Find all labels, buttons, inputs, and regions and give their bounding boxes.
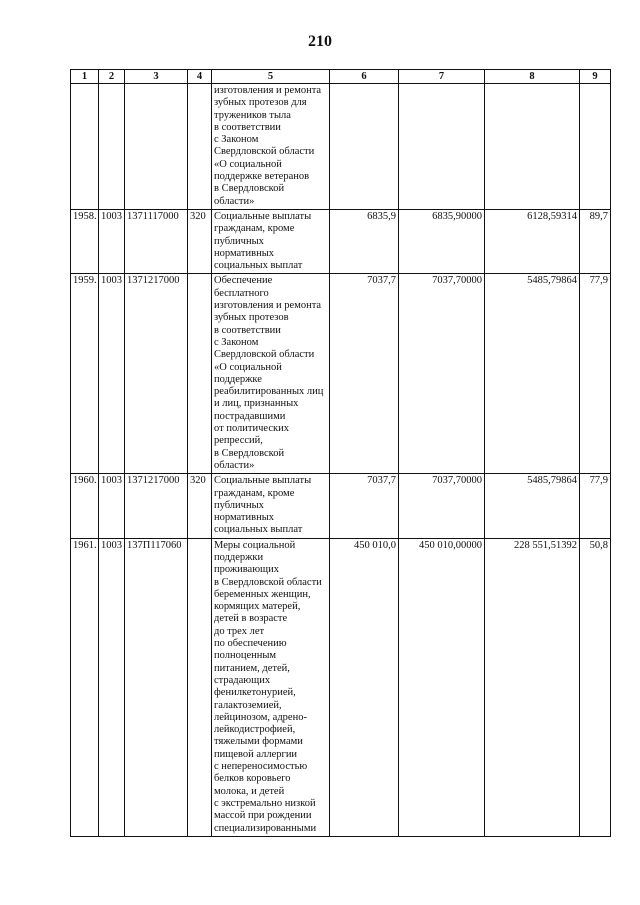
item-name-line: Меры социальной [214, 539, 296, 551]
percent-cell: 77,9 [580, 274, 611, 474]
item-name-line: Свердловской области [214, 349, 315, 361]
item-name-line: тяжелыми формами [214, 736, 303, 748]
item-name-line: до трех лет [214, 625, 265, 637]
percent-cell: 89,7 [580, 209, 611, 273]
item-name-line: области» [214, 195, 255, 207]
expense-kind-cell [188, 274, 212, 474]
item-name-cell [212, 84, 330, 210]
item-name-line: в Свердловской [214, 447, 285, 459]
plan-amount-cell [330, 84, 399, 210]
executed-amount-cell: 5485,79864 [485, 474, 580, 538]
percent-cell [580, 84, 611, 210]
row-number-cell [71, 84, 99, 210]
item-name-cell [212, 538, 330, 836]
item-name-line: питанием, детей, [214, 662, 290, 674]
row-number-cell: 1959. [71, 274, 99, 474]
updated-amount-cell: 450 010,00000 [399, 538, 485, 836]
item-name-line: Социальные выплаты [214, 475, 312, 487]
header-cell: 6 [330, 70, 399, 84]
item-name-line: изготовления и ремонта [214, 85, 322, 96]
updated-amount-cell: 7037,70000 [399, 274, 485, 474]
page-number: 210 [308, 33, 332, 50]
table-row [71, 538, 611, 836]
item-name-line: Свердловской области [214, 146, 315, 158]
item-name-line: с Законом [214, 336, 259, 348]
item-name-line: области» [214, 459, 255, 471]
table-row [71, 274, 611, 474]
budget-table [70, 69, 611, 837]
section-code-cell: 1003 [99, 209, 125, 273]
header-cell: 3 [125, 70, 188, 84]
updated-amount-cell [399, 84, 485, 210]
item-name-line: поддержки [214, 551, 264, 563]
row-number-cell: 1961. [71, 538, 99, 836]
item-name-line: по обеспечению [214, 638, 287, 650]
item-name-line: поддержке ветеранов [214, 171, 310, 183]
item-name-line: лейкодистрофией, [214, 724, 296, 736]
item-name-line: в Свердловской области [214, 576, 322, 588]
table-row [71, 474, 611, 538]
item-name-line: изготовления и ремонта [214, 300, 322, 312]
header-cell: 2 [99, 70, 125, 84]
item-name-line: социальных выплат [214, 260, 303, 272]
item-name-line: молока, и детей [214, 785, 285, 797]
item-name-line: беременных женщин, [214, 588, 311, 600]
item-name-line: бесплатного [214, 287, 269, 299]
updated-amount-cell: 6835,90000 [399, 209, 485, 273]
target-code-cell: 1371117000 [125, 209, 188, 273]
item-name-line: проживающих [214, 564, 280, 576]
executed-amount-cell [485, 84, 580, 210]
item-name-line: «О социальной [214, 158, 282, 170]
table-row [71, 84, 611, 210]
item-name-line: поддержке [214, 373, 262, 385]
item-name-line: гражданам, кроме [214, 223, 295, 235]
item-name-line: массой при рождении [214, 810, 312, 822]
item-name-line: тружеников тыла [214, 109, 291, 121]
item-name-line: в соответствии [214, 121, 281, 133]
item-name-line: социальных выплат [214, 524, 303, 536]
plan-amount-cell: 7037,7 [330, 274, 399, 474]
header-row [71, 70, 611, 84]
item-name-line: лейцинозом, адрено- [214, 711, 307, 723]
item-name-line: гражданам, кроме [214, 487, 295, 499]
item-name-line: фенилкетонурией, [214, 687, 296, 699]
plan-amount-cell: 450 010,0 [330, 538, 399, 836]
table-row [71, 209, 611, 273]
target-code-cell [125, 84, 188, 210]
updated-amount-cell: 7037,70000 [399, 474, 485, 538]
executed-amount-cell: 228 551,51392 [485, 538, 580, 836]
item-name-line: «О социальной [214, 361, 282, 373]
expense-kind-cell: 320 [188, 209, 212, 273]
item-name-line: специализированными [214, 822, 317, 834]
executed-amount-cell: 6128,59314 [485, 209, 580, 273]
section-code-cell: 1003 [99, 474, 125, 538]
item-name-line: нормативных [214, 247, 275, 259]
item-name-line: зубных протезов [214, 312, 289, 324]
item-name-line: страдающих [214, 674, 271, 686]
section-code-cell [99, 84, 125, 210]
section-code-cell: 1003 [99, 538, 125, 836]
item-name-line: публичных [214, 499, 264, 511]
section-code-cell: 1003 [99, 274, 125, 474]
item-name-line: с Законом [214, 134, 259, 146]
header-cell: 5 [212, 70, 330, 84]
item-name-line: в Свердловской [214, 183, 285, 195]
header-cell: 8 [485, 70, 580, 84]
item-name-line: пищевой аллергии [214, 748, 298, 760]
item-name-line: и лиц, признанных [214, 398, 299, 410]
row-number-cell: 1958. [71, 209, 99, 273]
item-name-line: белков коровьего [214, 773, 291, 785]
item-name-line: нормативных [214, 512, 275, 524]
expense-kind-cell: 320 [188, 474, 212, 538]
item-name-line: пострадавшими [214, 410, 286, 422]
header-cell: 4 [188, 70, 212, 84]
header-cell: 7 [399, 70, 485, 84]
item-name-line: галактоземией, [214, 699, 282, 711]
item-name-line: кормящих матерей, [214, 601, 301, 613]
item-name-line: в соответствии [214, 324, 281, 336]
item-name-line: полноценным [214, 650, 277, 662]
item-name-line: с непереносимостью [214, 761, 308, 773]
expense-kind-cell [188, 538, 212, 836]
item-name-cell [212, 474, 330, 538]
plan-amount-cell: 7037,7 [330, 474, 399, 538]
item-name-line: Обеспечение [214, 275, 273, 287]
item-name-cell [212, 209, 330, 273]
item-name-line: зубных протезов для [214, 97, 307, 109]
item-name-line: репрессий, [214, 435, 263, 447]
executed-amount-cell: 5485,79864 [485, 274, 580, 474]
expense-kind-cell [188, 84, 212, 210]
target-code-cell: 137П117060 [125, 538, 188, 836]
row-number-cell: 1960. [71, 474, 99, 538]
header-cell: 1 [71, 70, 99, 84]
plan-amount-cell: 6835,9 [330, 209, 399, 273]
item-name-line: Социальные выплаты [214, 210, 312, 222]
item-name-line: детей в возрасте [214, 613, 288, 625]
target-code-cell: 1371217000 [125, 274, 188, 474]
item-name-line: публичных [214, 235, 264, 247]
item-name-line: с экстремально низкой [214, 797, 316, 809]
target-code-cell: 1371217000 [125, 474, 188, 538]
header-cell: 9 [580, 70, 611, 84]
percent-cell: 50,8 [580, 538, 611, 836]
item-name-line: реабилитированных лиц [214, 386, 324, 398]
item-name-cell [212, 274, 330, 474]
table-body [71, 84, 611, 837]
item-name-line: от политических [214, 423, 289, 435]
percent-cell: 77,9 [580, 474, 611, 538]
